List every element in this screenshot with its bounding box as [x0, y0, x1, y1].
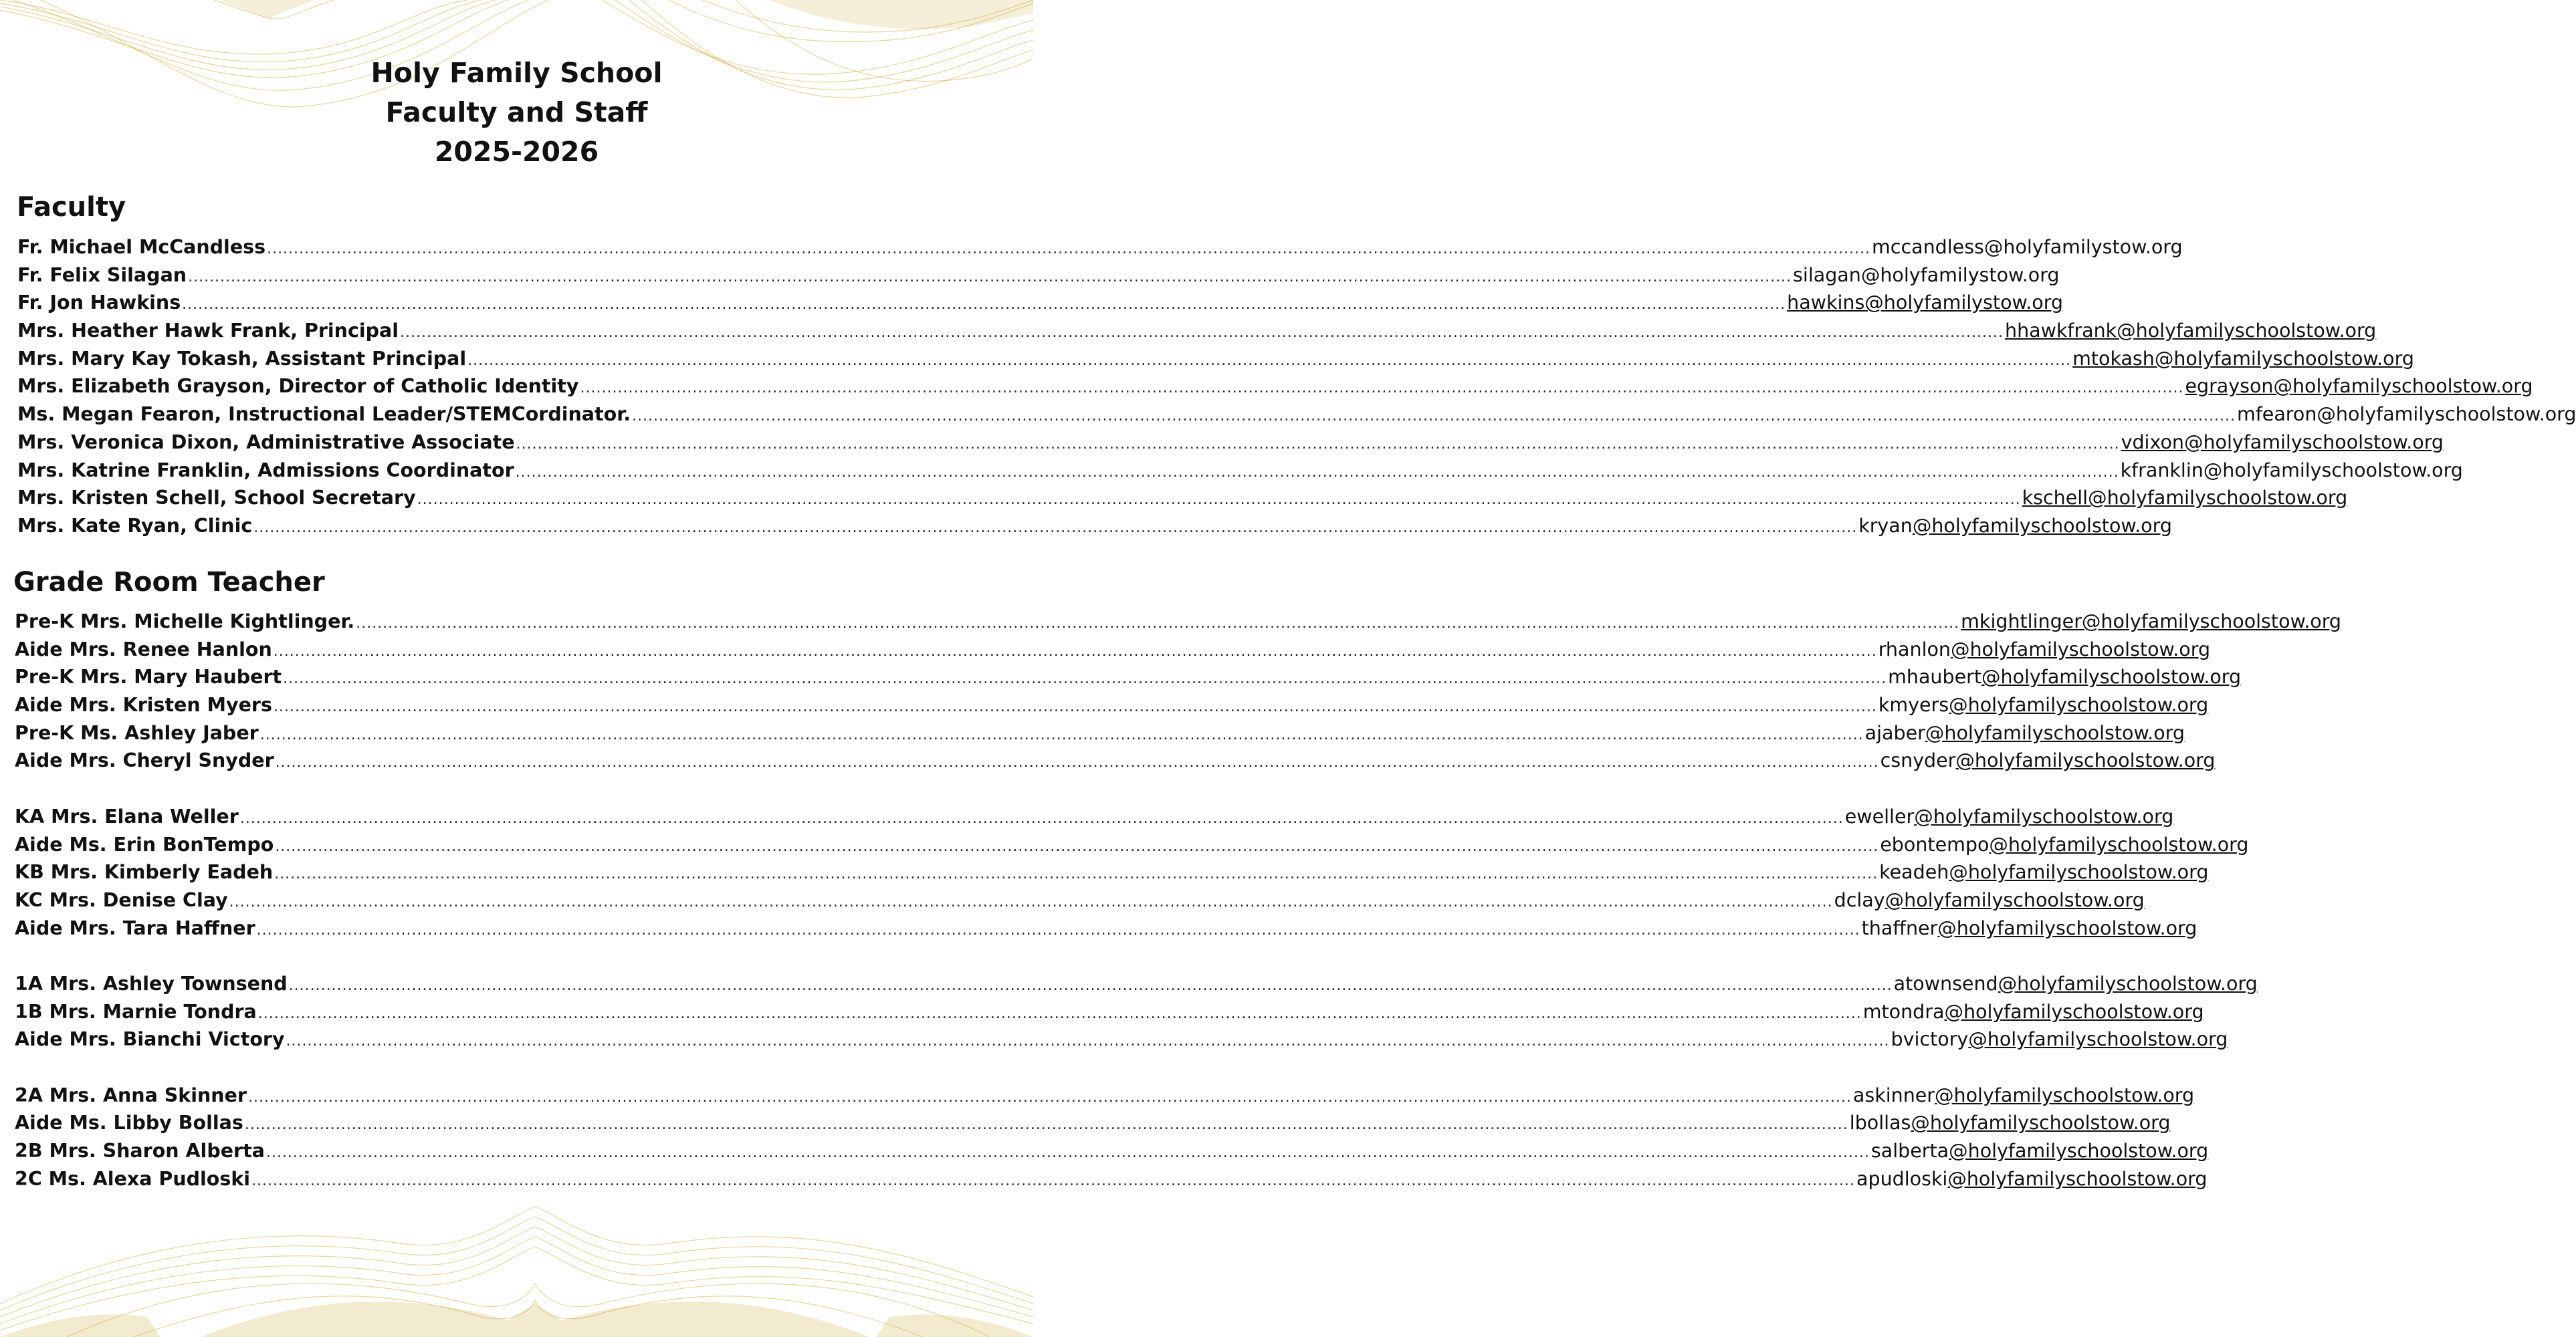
staff-name: Aide Mrs. Kristen Myers	[15, 694, 272, 717]
dot-leader: ............................................................................................................................................................................................................................................................................................................	[257, 1005, 1862, 1022]
staff-email[interactable]	[2005, 320, 2376, 342]
staff-email[interactable]	[1865, 722, 2185, 744]
email-text: apudloski	[1856, 1167, 1948, 1190]
email-link[interactable]: @holyfamilyschoolstow.org	[1947, 1167, 2208, 1190]
staff-email[interactable]	[1888, 666, 2241, 688]
dot-leader: ............................................................................................................................................................................................................................................................................................................	[275, 754, 1879, 771]
dot-leader: ............................................................................................................................................................................................................................................................................................................	[274, 866, 1879, 883]
dot-leader: ............................................................................................................................................................................................................................................................................................................	[286, 1033, 1890, 1050]
staff-email[interactable]	[1853, 1084, 2194, 1106]
email-link[interactable]: @holyfamilyschoolstow.org	[1989, 833, 2249, 856]
staff-name: Pre-K Ms. Ashley Jaber	[15, 721, 259, 744]
email-text: mtondra	[1862, 1000, 1945, 1023]
gold-wave-bottom-decoration	[0, 1203, 1033, 1337]
email-link[interactable]: @holyfamilyschoolstow.org	[1937, 917, 2197, 939]
email-text: askinner	[1852, 1084, 1935, 1106]
staff-row	[17, 263, 2060, 292]
staff-name: Pre-K Mrs. Mary Haubert	[15, 666, 282, 689]
email-text: bvictory	[1891, 1028, 1969, 1051]
staff-row	[15, 1028, 2228, 1056]
email-link[interactable]: @holyfamilyschoolstow.org	[1944, 1000, 2204, 1023]
staff-name: Aide Mrs. Bianchi Victory	[15, 1028, 285, 1051]
staff-name: Fr. Jon Hawkins	[17, 291, 181, 314]
staff-row	[17, 403, 2576, 431]
staff-name: Pre-K Mrs. Michelle Kightlinger.	[15, 610, 355, 632]
dot-leader: ............................................................................................................................................................................................................................................................................................................	[467, 352, 2072, 369]
staff-row	[15, 1084, 2195, 1112]
page-header	[0, 53, 1033, 172]
email-link[interactable]: @holyfamilyschoolstow.org	[1955, 749, 2216, 772]
staff-row	[15, 694, 2209, 722]
staff-email[interactable]	[1871, 1140, 2208, 1162]
staff-name: Aide Mrs. Cheryl Snyder	[15, 749, 274, 772]
staff-name: Aide Ms. Erin BonTempo	[15, 833, 274, 856]
school-year: 2025-2026	[434, 136, 599, 168]
dot-leader: ............................................................................................................................................................................................................................................................................................................	[259, 726, 1864, 743]
dot-leader: ............................................................................................................................................................................................................................................................................................................	[244, 1116, 1848, 1134]
grade-room-teacher-heading: Grade Room Teacher	[13, 567, 325, 598]
staff-row	[17, 347, 2414, 376]
faculty-list	[17, 236, 2576, 543]
email-link[interactable]: mtokash@holyfamilyschoolstow.org	[2072, 347, 2414, 370]
email-link[interactable]: @holyfamilyschoolstow.org	[1949, 861, 2209, 884]
dot-leader: ............................................................................................................................................................................................................................................................................................................	[265, 1144, 1870, 1162]
dot-leader: ............................................................................................................................................................................................................................................................................................................	[283, 671, 1887, 688]
grade-room-teacher-list	[15, 610, 2342, 1195]
dot-leader: ............................................................................................................................................................................................................................................................................................................	[632, 408, 2236, 425]
staff-row	[15, 1140, 2209, 1168]
staff-name: Mrs. Mary Kay Tokash, Assistant Principal	[17, 347, 467, 370]
staff-name: 1B Mrs. Marnie Tondra	[15, 1000, 257, 1023]
dot-leader: ............................................................................................................................................................................................................................................................................................................	[275, 838, 1879, 855]
staff-row	[15, 666, 2242, 694]
document-title: Faculty and Staff	[385, 96, 648, 128]
email-text: eweller	[1844, 805, 1915, 828]
staff-name: Fr. Michael McCandless	[17, 236, 266, 258]
email-text: mfearon@holyfamilyschoolstow.org	[2237, 403, 2576, 426]
staff-email[interactable]	[1872, 236, 2183, 258]
staff-name: Aide Mrs. Renee Hanlon	[15, 638, 272, 660]
staff-row	[17, 375, 2533, 403]
staff-name: Mrs. Katrine Franklin, Admissions Coordinator	[17, 459, 514, 481]
dot-leader: ............................................................................................................................................................................................................................................................................................................	[251, 1172, 1856, 1189]
staff-name: Aide Ms. Libby Bollas	[15, 1112, 243, 1134]
email-text: kfranklin@holyfamilyschoolstow.org	[2120, 459, 2463, 481]
staff-name: Ms. Megan Fearon, Instructional Leader/STEMCordinator.	[17, 403, 631, 426]
staff-email[interactable]	[1862, 917, 2197, 939]
dot-leader: ............................................................................................................................................................................................................................................................................................................	[273, 699, 1877, 716]
staff-name: KA Mrs. Elana Weller	[15, 805, 239, 828]
email-text: rhanlon	[1878, 638, 1951, 660]
staff-row	[15, 610, 2342, 638]
staff-name: 2C Ms. Alexa Pudloski	[15, 1167, 251, 1190]
staff-name: Mrs. Kate Ryan, Clinic	[17, 514, 253, 537]
email-link[interactable]: @holyfamilyschoolstow.org	[1914, 805, 2174, 828]
dot-leader: ............................................................................................................................................................................................................................................................................................................	[239, 810, 1844, 827]
staff-name: Mrs. Heather Hawk Frank, Principal	[17, 320, 399, 342]
staff-email[interactable]	[1880, 834, 2248, 856]
staff-email[interactable]	[1894, 973, 2258, 995]
email-link[interactable]: vdixon@holyfamilyschoolstow.org	[2121, 431, 2444, 453]
staff-email[interactable]	[2237, 403, 2576, 425]
staff-email[interactable]	[1845, 806, 2174, 828]
email-text: silagan@holyfamilystow.org	[1793, 263, 2060, 286]
staff-row	[15, 972, 2258, 1001]
dot-leader: ............................................................................................................................................................................................................................................................................................................	[256, 921, 1860, 939]
dot-leader: ............................................................................................................................................................................................................................................................................................................	[229, 893, 1833, 910]
email-link[interactable]: @holyfamilyschoolstow.org	[1998, 972, 2258, 995]
email-link[interactable]: @holyfamilyschoolstow.org	[1949, 694, 2209, 717]
email-text: mhaubert	[1888, 666, 1981, 689]
dot-leader: ............................................................................................................................................................................................................................................................................................................	[273, 642, 1877, 660]
staff-row	[17, 459, 2463, 487]
staff-row	[15, 805, 2174, 834]
staff-email[interactable]	[1834, 889, 2145, 911]
staff-row	[15, 1167, 2208, 1196]
staff-row	[17, 291, 2063, 320]
staff-name: 1A Mrs. Ashley Townsend	[15, 972, 288, 995]
email-link[interactable]: @holyfamilyschoolstow.org	[1981, 666, 2242, 689]
dot-leader: ............................................................................................................................................................................................................................................................................................................	[288, 977, 1893, 994]
dot-leader: ............................................................................................................................................................................................................................................................................................................	[247, 1088, 1852, 1106]
staff-email[interactable]	[1863, 1001, 2204, 1023]
email-link[interactable]: @holyfamilyschoolstow.org	[1925, 721, 2185, 744]
email-link[interactable]: @holyfamilyschoolstow.org	[1950, 638, 2211, 660]
email-link[interactable]: mkightlinger@holyfamilyschoolstow.org	[1961, 610, 2342, 632]
staff-name: 2A Mrs. Anna Skinner	[15, 1084, 247, 1106]
dot-leader: ............................................................................................................................................................................................................................................................................................................	[267, 241, 1871, 257]
staff-row	[15, 861, 2209, 889]
staff-row	[15, 888, 2145, 917]
staff-row	[17, 487, 2348, 515]
staff-row	[17, 431, 2444, 459]
staff-email[interactable]	[1891, 1028, 2228, 1050]
email-link[interactable]: kschell@holyfamilyschoolstow.org	[2022, 487, 2348, 509]
dot-leader: ............................................................................................................................................................................................................................................................................................................	[417, 491, 2021, 509]
staff-row	[17, 236, 2183, 264]
staff-row	[17, 320, 2377, 348]
dot-leader: ............................................................................................................................................................................................................................................................................................................	[188, 268, 1792, 285]
staff-name: Mrs. Elizabeth Grayson, Director of Catholic Identity	[17, 375, 579, 398]
dot-leader: ............................................................................................................................................................................................................................................................................................................	[182, 296, 1786, 314]
staff-email[interactable]	[1858, 515, 2172, 537]
staff-row	[15, 721, 2185, 750]
staff-email[interactable]	[1879, 638, 2210, 660]
email-text: csnyder	[1880, 749, 1956, 772]
email-link[interactable]: hhawkfrank@holyfamilyschoolstow.org	[2005, 320, 2377, 342]
list-spacer	[15, 777, 1016, 806]
staff-row	[17, 514, 2172, 543]
staff-email[interactable]	[1850, 1112, 2171, 1134]
email-link[interactable]: @holyfamilyschoolstow.org	[1935, 1084, 2195, 1106]
staff-name: KB Mrs. Kimberly Eadeh	[15, 861, 274, 884]
staff-row	[15, 749, 2216, 777]
staff-name: Mrs. Veronica Dixon, Administrative Associate	[17, 431, 515, 453]
staff-row	[15, 833, 2249, 862]
staff-row	[15, 1000, 2204, 1029]
staff-email[interactable]	[2121, 431, 2444, 453]
list-spacer	[15, 945, 1016, 973]
email-text: keadeh	[1879, 861, 1949, 884]
email-link[interactable]: @holyfamilyschoolstow.org	[1911, 1112, 2171, 1134]
school-name: Holy Family School	[370, 57, 663, 89]
dot-leader: ............................................................................................................................................................................................................................................................................................................	[253, 519, 1858, 536]
faculty-heading: Faculty	[17, 192, 126, 223]
staff-email[interactable]	[1961, 610, 2341, 632]
dot-leader: ............................................................................................................................................................................................................................................................................................................	[356, 615, 1960, 632]
email-text: salberta	[1870, 1140, 1949, 1163]
dot-leader: ............................................................................................................................................................................................................................................................................................................	[400, 324, 2004, 342]
email-text: kryan	[1858, 514, 1913, 537]
staff-email[interactable]	[1881, 749, 2216, 771]
staff-email[interactable]	[2185, 375, 2533, 397]
staff-email[interactable]	[1793, 264, 2059, 286]
email-text: dclay	[1834, 888, 1885, 911]
email-link[interactable]: @holyfamilyschoolstow.org	[1912, 514, 2172, 537]
staff-email[interactable]	[1879, 694, 2208, 716]
staff-name: Aide Mrs. Tara Haffner	[15, 917, 255, 939]
staff-row	[15, 1112, 2171, 1140]
staff-email[interactable]	[1879, 861, 2208, 883]
email-text: thaffner	[1861, 917, 1938, 939]
email-text: lbollas	[1849, 1112, 1911, 1134]
email-link[interactable]: hawkins@holyfamilystow.org	[1787, 291, 2063, 314]
email-link[interactable]: @holyfamilyschoolstow.org	[1885, 888, 2145, 911]
staff-name: 2B Mrs. Sharon Alberta	[15, 1140, 265, 1163]
dot-leader: ............................................................................................................................................................................................................................................................................................................	[515, 463, 2119, 481]
email-text: ebontempo	[1880, 833, 1990, 856]
staff-email[interactable]	[2121, 459, 2463, 481]
staff-email[interactable]	[2072, 348, 2414, 370]
email-link[interactable]: egrayson@holyfamilyschoolstow.org	[2185, 375, 2533, 398]
staff-name: Mrs. Kristen Schell, School Secretary	[17, 487, 416, 509]
staff-email[interactable]	[1787, 291, 2063, 314]
staff-name: KC Mrs. Denise Clay	[15, 888, 228, 911]
staff-email[interactable]	[1856, 1168, 2207, 1190]
staff-name: Fr. Felix Silagan	[17, 263, 187, 286]
dot-leader: ............................................................................................................................................................................................................................................................................................................	[580, 380, 2184, 397]
email-text: ajaber	[1864, 721, 1925, 744]
email-link[interactable]: @holyfamilyschoolstow.org	[1949, 1140, 2209, 1163]
email-text: atownsend	[1893, 972, 1998, 995]
staff-row	[15, 917, 2197, 945]
dot-leader: ............................................................................................................................................................................................................................................................................................................	[516, 435, 2120, 453]
staff-email[interactable]	[2022, 487, 2348, 509]
staff-row	[15, 638, 2211, 666]
email-text: mccandless@holyfamilystow.org	[1872, 236, 2183, 258]
email-link[interactable]: @holyfamilyschoolstow.org	[1968, 1028, 2228, 1051]
list-spacer	[15, 1056, 1016, 1084]
email-text: kmyers	[1878, 694, 1949, 717]
